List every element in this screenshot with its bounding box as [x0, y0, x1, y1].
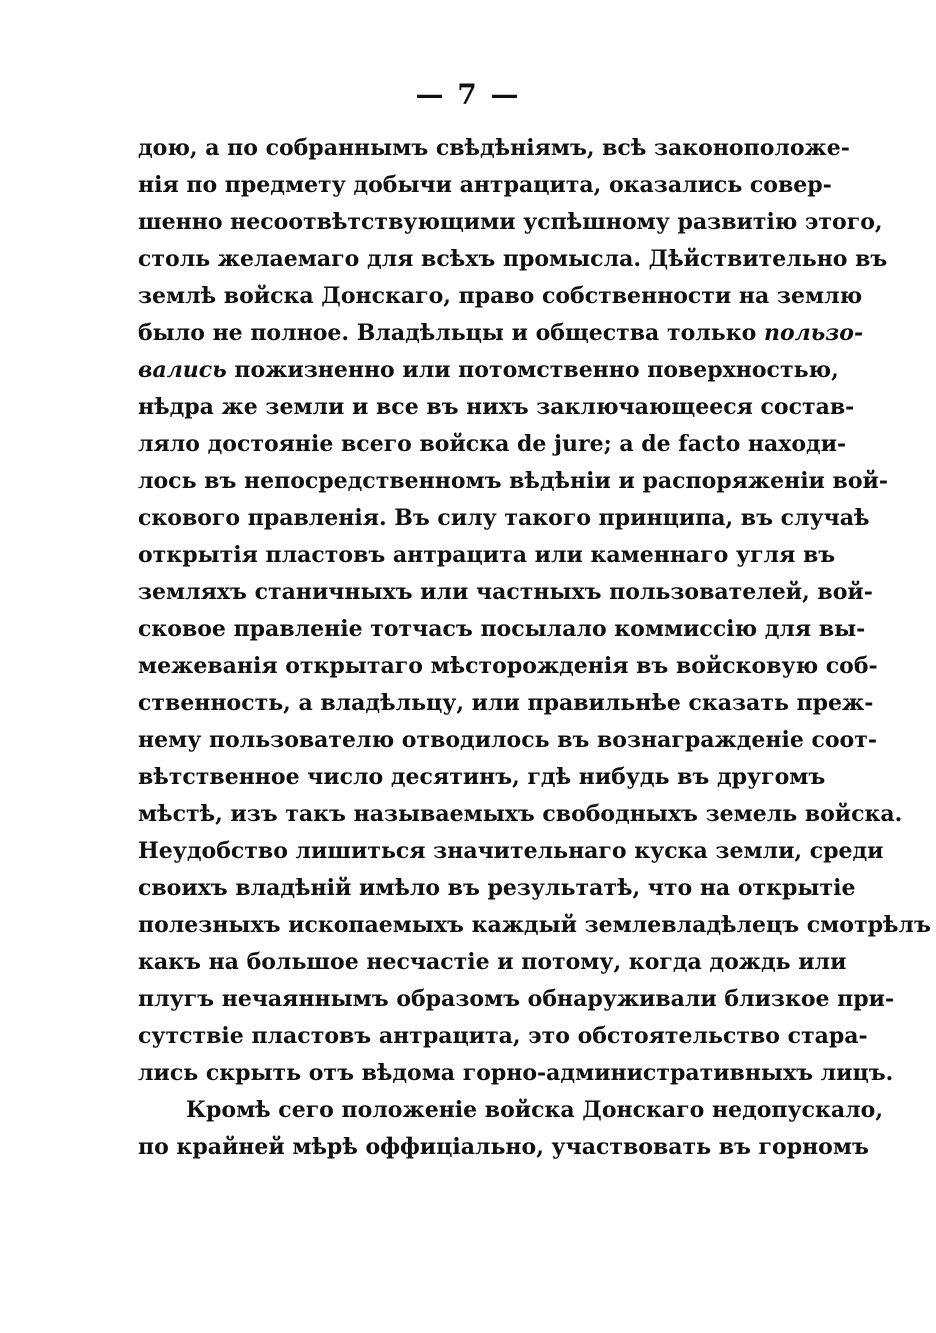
text-line: ляло достояніе всего войска de jure; а de facto находи- [138, 431, 847, 457]
text-line: дою, а по собраннымъ свѣдѣніямъ, всѣ законоположе- [138, 135, 850, 161]
text-line [138, 315, 864, 352]
text-line: нія по предмету добычи антрацита, оказались совер- [138, 172, 832, 198]
text-line-part: было не полное. Владѣльцы и общества только [138, 320, 757, 346]
text-line: лось въ непосредственномъ вѣдѣніи и распоряженіи вой- [138, 468, 888, 494]
text-line: сковое правленіе тотчасъ посылало коммиссію для вы- [138, 616, 866, 642]
text-line: по крайней мѣрѣ оффиціально, участвовать въ горномъ [138, 1134, 869, 1160]
text-line: сутствіе пластовъ антрацита, это обстоятельство стара- [138, 1023, 868, 1049]
text-line: вѣтственное число десятинъ, гдѣ нибудь въ другомъ [138, 764, 826, 790]
page-number: — 7 — [415, 78, 521, 111]
text-line: шенно несоотвѣтствующими успѣшному развитію этого, [138, 209, 883, 235]
text-line: Неудобство лишиться значительнаго куска земли, среди [138, 838, 884, 864]
italic-word: вались [138, 357, 227, 383]
body-text [138, 130, 931, 1166]
text-line: ственность, а владѣльцу, или правильнѣе сказать преж- [138, 690, 874, 716]
text-line: плугъ нечаяннымъ образомъ обнаруживали близкое при- [138, 986, 895, 1012]
text-line: скового правленія. Въ силу такого принципа, въ случаѣ [138, 505, 870, 531]
text-line: земляхъ станичныхъ или частныхъ пользователей, вой- [138, 579, 873, 605]
italic-word: пользо- [763, 320, 864, 346]
text-line [138, 352, 839, 389]
text-line: нему пользователю отводилось въ вознагражденіе соот- [138, 727, 877, 753]
text-line: лись скрыть отъ вѣдома горно-административныхъ лицъ. [138, 1060, 894, 1086]
text-line: открытія пластовъ антрацита или каменнаго угля въ [138, 542, 836, 568]
text-line: какъ на большое несчастіе и потому, когда дождь или [138, 949, 847, 975]
text-line: мѣстѣ, изъ такъ называемыхъ свободныхъ земель войска. [138, 801, 903, 827]
text-line: своихъ владѣній имѣло въ результатѣ, что на открытіе [138, 875, 856, 901]
text-line: нѣдра же земли и все въ нихъ заключающееся состав- [138, 394, 855, 420]
text-line: межеванія открытаго мѣсторожденія въ войсковую соб- [138, 653, 878, 679]
text-line: столь желаемаго для всѣхъ промысла. Дѣйствительно въ [138, 246, 888, 272]
text-line-part: пожизненно или потомственно поверхностью, [234, 357, 839, 383]
text-line: Кромѣ сего положеніе войска Донскаго недопускало, [186, 1097, 883, 1123]
text-line: землѣ войска Донскаго, право собственности на землю [138, 283, 863, 309]
text-line: полезныхъ ископаемыхъ каждый землевладѣлецъ смотрѣлъ [138, 912, 931, 938]
